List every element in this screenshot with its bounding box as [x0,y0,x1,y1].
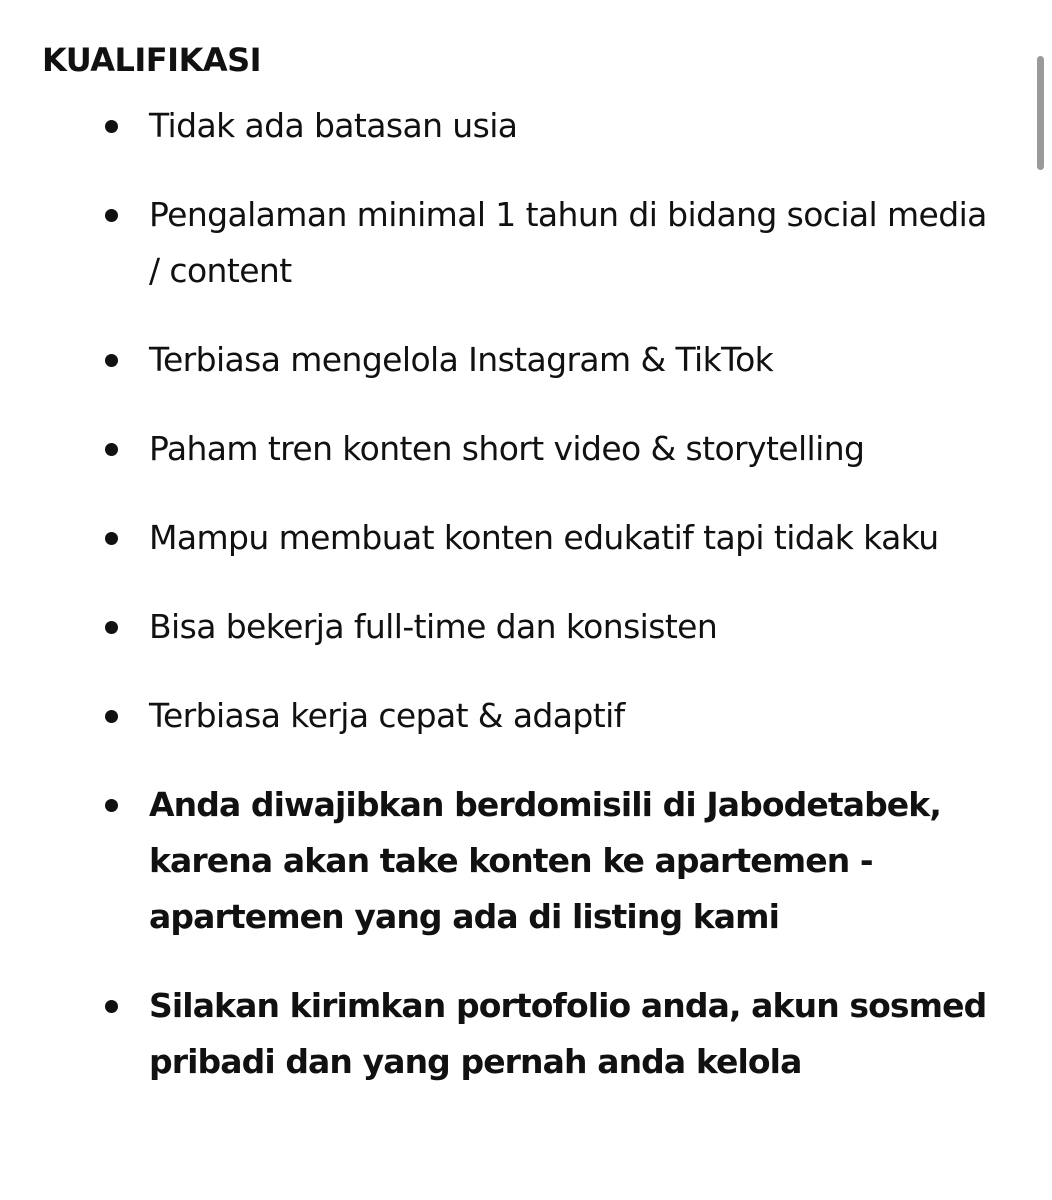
bullet-icon [105,120,118,133]
list-item-text: Tidak ada batasan usia [149,106,518,145]
list-item [42,510,1002,566]
bullet-icon [105,443,118,456]
list-item-emphasized [42,978,1002,1090]
list-item [42,599,1002,655]
list-item-text: Terbiasa kerja cepat & adaptif [149,696,625,735]
section-heading: KUALIFIKASI [42,41,262,79]
qualifications-list [42,98,1002,1090]
bullet-icon [105,799,118,812]
list-item-text: Pengalaman minimal 1 tahun di bidang social media / content [149,195,987,290]
bullet-icon [105,354,118,367]
bullet-icon [105,710,118,723]
list-item-text: Anda diwajibkan berdomisili di Jabodetabek, karena akan take konten ke apartemen - apartemen yang ada di listing kami [149,785,941,936]
list-item [42,98,1002,154]
list-item-text: Bisa bekerja full-time dan konsisten [149,607,718,646]
list-item [42,332,1002,388]
list-item-text: Paham tren konten short video & storytelling [149,429,865,468]
bullet-icon [105,532,118,545]
list-item-emphasized [42,777,1002,945]
list-item [42,421,1002,477]
qualifications-section [42,38,1002,1123]
list-item-text: Silakan kirimkan portofolio anda, akun sosmed pribadi dan yang pernah anda kelola [149,986,987,1081]
bullet-icon [105,1000,118,1013]
list-item-text: Terbiasa mengelola Instagram & TikTok [149,340,774,379]
list-item [42,187,1002,299]
list-item [42,688,1002,744]
scrollbar-thumb[interactable] [1037,56,1044,170]
bullet-icon [105,621,118,634]
list-item-text: Mampu membuat konten edukatif tapi tidak kaku [149,518,939,557]
bullet-icon [105,209,118,222]
